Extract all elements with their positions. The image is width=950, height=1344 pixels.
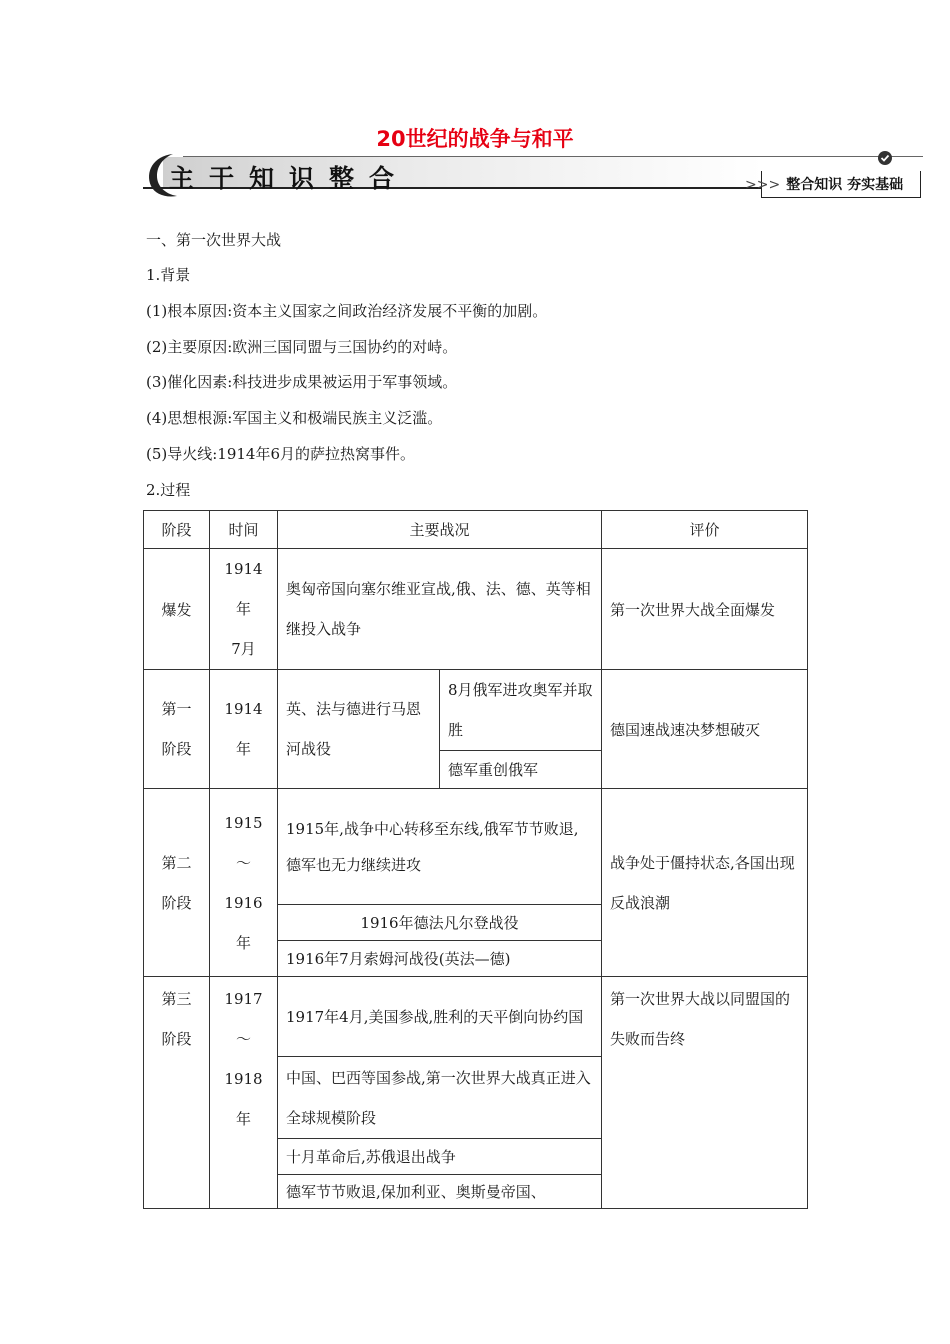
situation-cell-left: 英、法与德进行马恩河战役: [278, 670, 440, 789]
situation-cell: 十月革命后,苏俄退出战争: [278, 1139, 602, 1175]
stage-cell: [144, 670, 210, 789]
situation-cell: 中国、巴西等国参战,第一次世界大战真正进入全球规模阶段: [278, 1057, 602, 1139]
time-line: 1914: [224, 700, 263, 718]
section-banner: [143, 150, 921, 200]
table-row: [144, 549, 808, 670]
page-title: 20世纪的战争与和平: [376, 127, 574, 151]
situation-cell: 1916年德法凡尔登战役: [278, 905, 602, 941]
check-badge-icon: [877, 150, 893, 166]
time-line: 年: [235, 933, 251, 952]
stage-line: 阶段: [161, 1030, 192, 1048]
background-item-3: (3)催化因素:科技进步成果被运用于军事领域。: [146, 373, 458, 391]
eval-cell: 战争处于僵持状态,各国出现反战浪潮: [602, 789, 808, 977]
eval-cell: 第一次世界大战全面爆发: [602, 549, 808, 670]
header-time: 时间: [210, 511, 278, 549]
time-line: 1916: [224, 893, 263, 912]
time-line: 1917～: [224, 990, 263, 1048]
table-row: [144, 977, 808, 1057]
time-line: 7月: [231, 640, 256, 658]
stage-line: 第二: [161, 853, 192, 872]
stage-line: 第一: [161, 700, 192, 718]
header-stage: 阶段: [144, 511, 210, 549]
stage-line: 阶段: [161, 740, 192, 758]
situation-cell: 1916年7月索姆河战役(英法—德): [278, 941, 602, 977]
section-heading-1: 一、第一次世界大战: [146, 231, 282, 249]
time-cell: [210, 670, 278, 789]
situation-cell: 1917年4月,美国参战,胜利的天平倒向协约国: [278, 977, 602, 1057]
table-row: [144, 789, 808, 905]
header-eval: 评价: [602, 511, 808, 549]
subsection-background: 1.背景: [146, 266, 191, 284]
subsection-process: 2.过程: [146, 481, 191, 499]
table-row: [144, 670, 808, 751]
time-cell: [210, 549, 278, 670]
situation-cell: 德军节节败退,保加利亚、奥斯曼帝国、: [278, 1175, 602, 1209]
situation-cell-right: 8月俄军进攻奥军并取胜: [440, 670, 602, 751]
stage-cell: [144, 977, 210, 1209]
background-item-5: (5)导火线:1914年6月的萨拉热窝事件。: [146, 445, 416, 463]
stage-line: 第三: [161, 990, 192, 1008]
time-cell: [210, 789, 278, 977]
time-line: 年: [235, 600, 251, 618]
time-line: 1914: [224, 560, 263, 578]
time-cell: [210, 977, 278, 1209]
banner-right-text: 整合知识 夯实基础: [786, 177, 904, 193]
background-item-2: (2)主要原因:欧洲三国同盟与三国协约的对峙。: [146, 338, 458, 356]
situation-cell: 奥匈帝国向塞尔维亚宣战,俄、法、德、英等相继投入战争: [278, 549, 602, 670]
time-line: 1915～: [224, 813, 263, 872]
header-situation: 主要战况: [278, 511, 602, 549]
banner-arrows: >>>: [745, 177, 781, 193]
table-header-row: [144, 511, 808, 549]
stage-line: 阶段: [161, 893, 192, 912]
eval-cell: 第一次世界大战以同盟国的失败而告终: [602, 977, 808, 1209]
banner-heading: 主干知识整合: [169, 164, 410, 193]
time-line: 年: [235, 740, 251, 758]
situation-cell: 1915年,战争中心转移至东线,俄军节节败退,德军也无力继续进攻: [278, 789, 602, 905]
process-table: [143, 510, 808, 1209]
situation-cell-right: 德军重创俄军: [440, 751, 602, 789]
banner-right-label: [745, 174, 903, 194]
stage-cell: 爆发: [144, 549, 210, 670]
banner-top-line: [183, 156, 923, 157]
background-item-1: (1)根本原因:资本主义国家之间政治经济发展不平衡的加剧。: [146, 302, 548, 320]
time-line: 年: [235, 1110, 251, 1128]
time-line: 1918: [224, 1070, 263, 1088]
background-item-4: (4)思想根源:军国主义和极端民族主义泛滥。: [146, 409, 443, 427]
stage-cell: [144, 789, 210, 977]
eval-cell: 德国速战速决梦想破灭: [602, 670, 808, 789]
